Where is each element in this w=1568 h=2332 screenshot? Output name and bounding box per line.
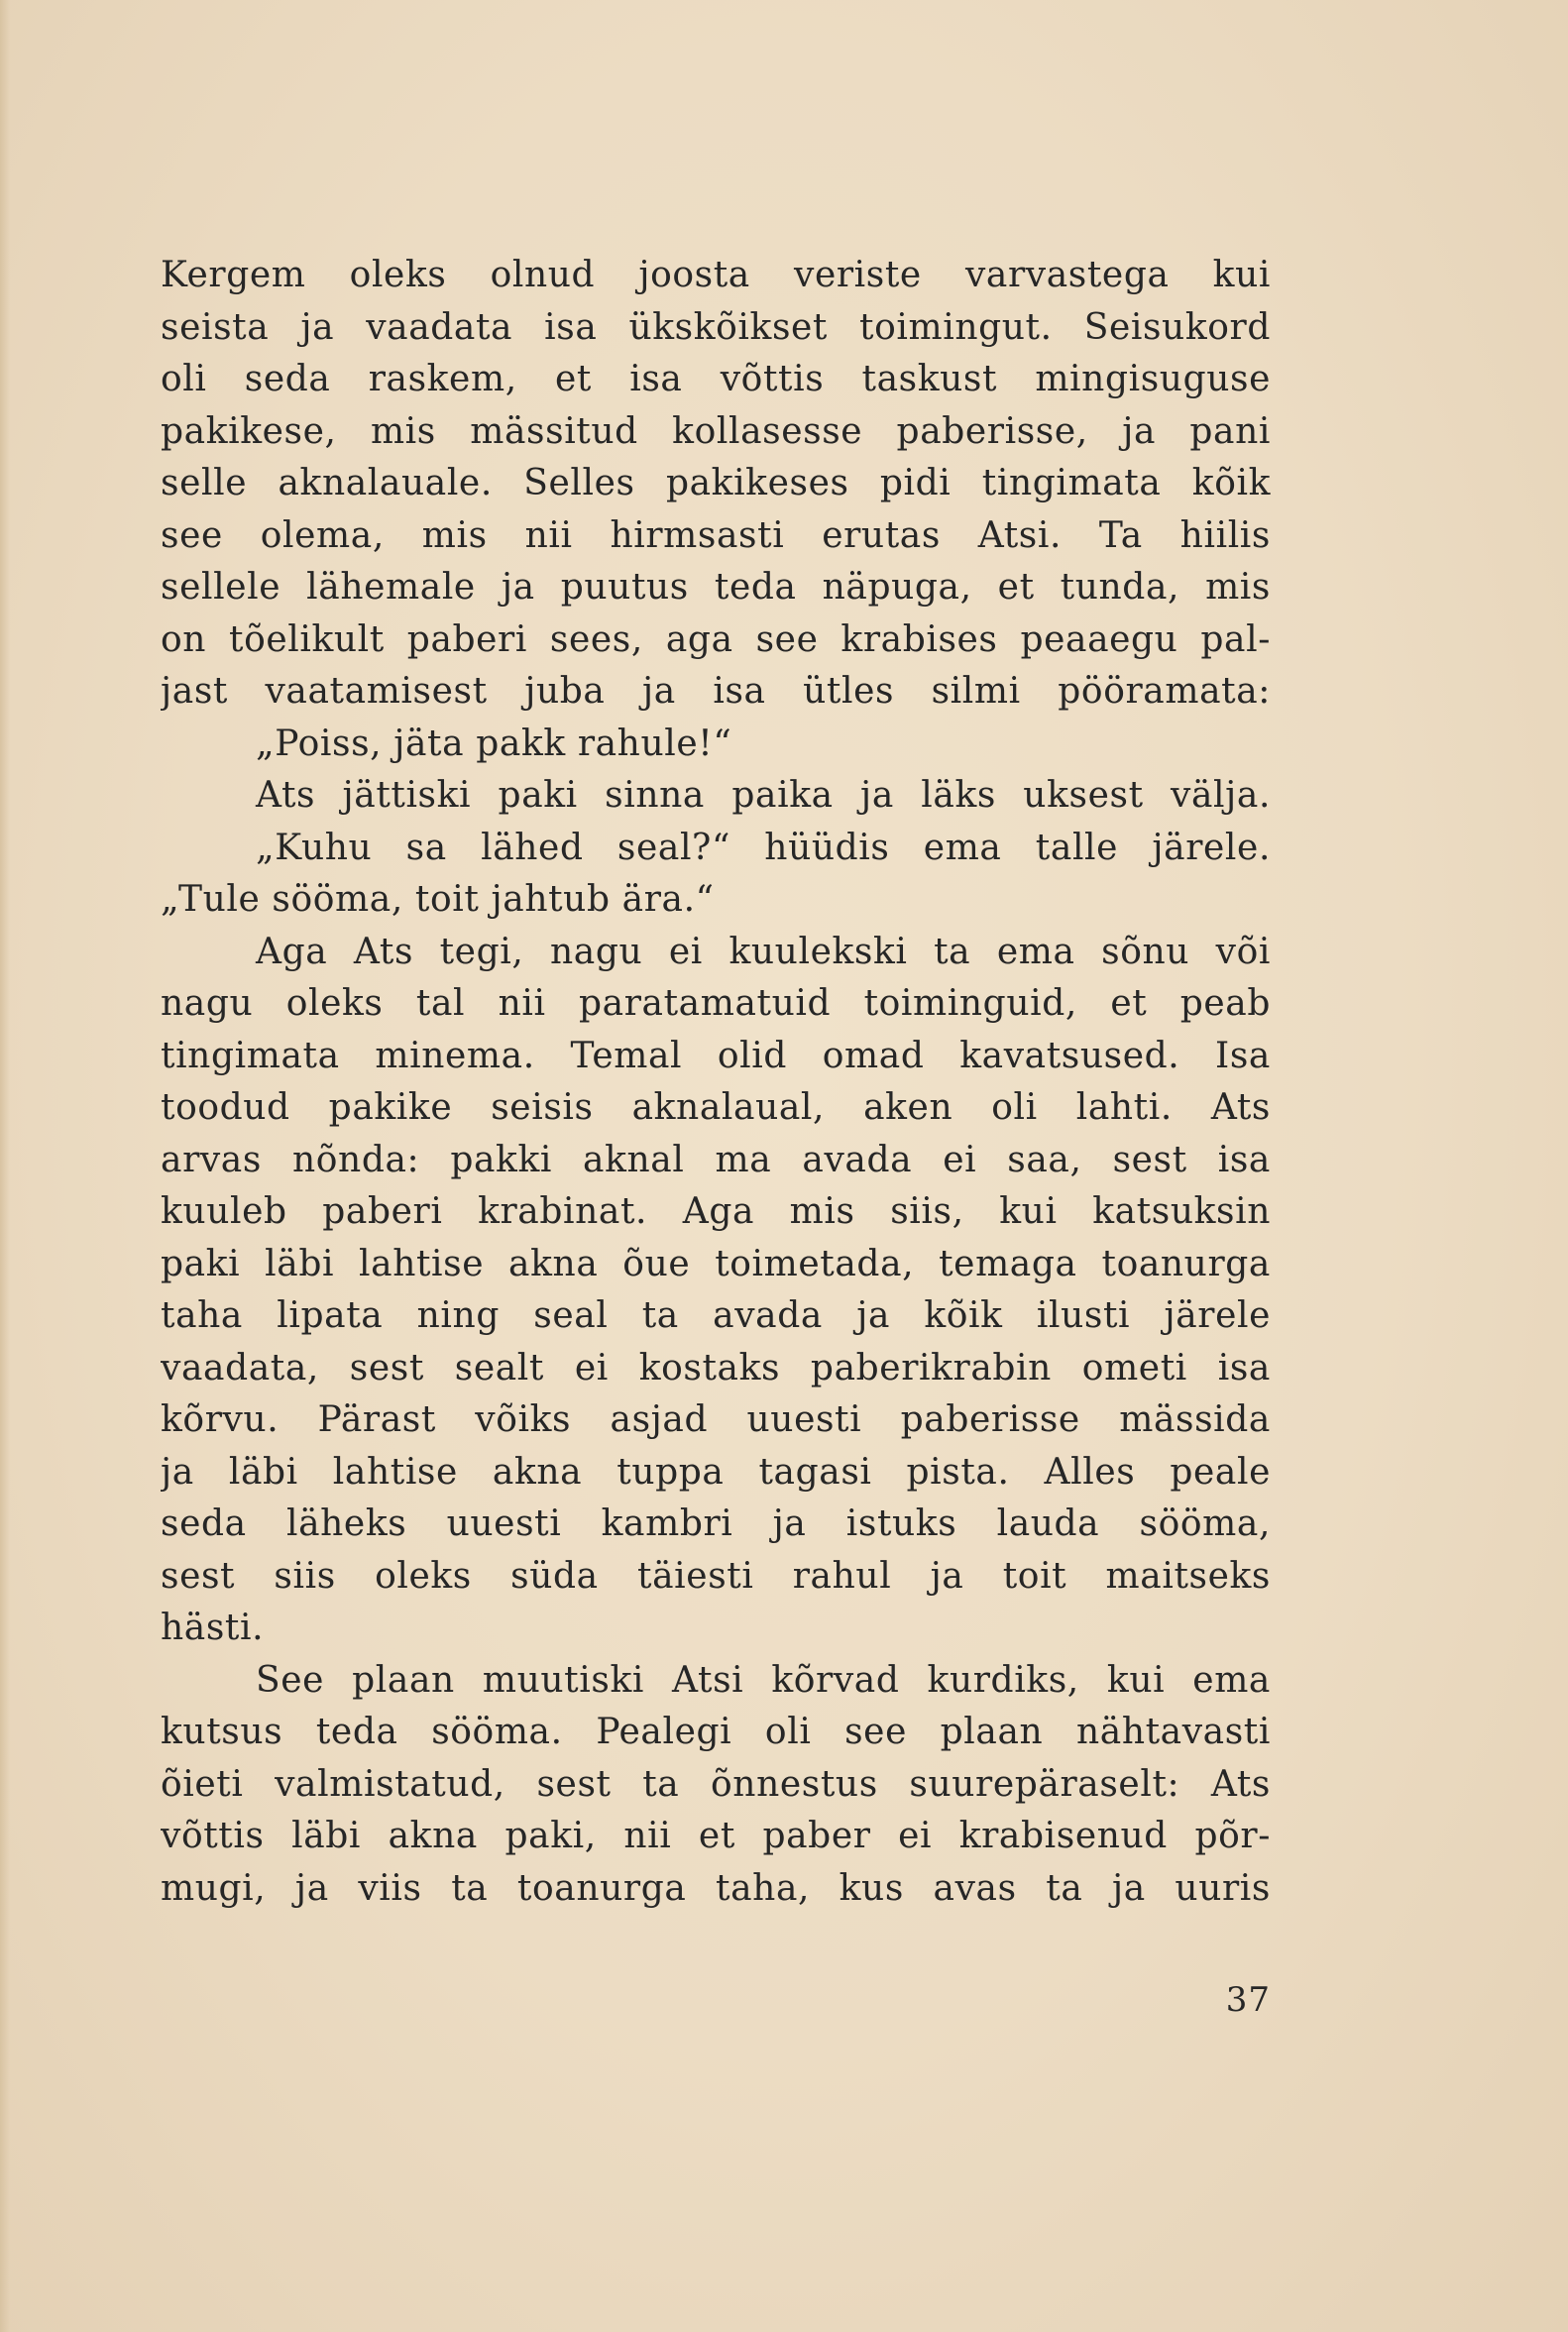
text-line: seda läheks uuesti kambri ja istuks lauda sööma, xyxy=(161,1503,1271,1544)
text-line: tingimata minema. Temal olid omad kavatsused. Isa xyxy=(161,1035,1271,1076)
text-line: ja läbi lahtise akna tuppa tagasi pista. Alles peale xyxy=(161,1451,1271,1493)
text-line: vaadata, sest sealt ei kostaks paberikrabin ometi isa xyxy=(161,1347,1271,1388)
text-line: toodud pakike seisis aknalaual, aken oli lahti. Ats xyxy=(161,1087,1271,1128)
text-line: nagu oleks tal nii paratamatuid toiminguid, et peab xyxy=(161,983,1271,1024)
page-edge-shadow xyxy=(0,0,10,2332)
text-line: Kergem oleks olnud joosta veriste varvastega kui xyxy=(161,255,1271,295)
text-line: on tõelikult paberi sees, aga see krabises peaaegu pal- xyxy=(161,618,1271,660)
text-line: Aga Ats tegi, nagu ei kuulekski ta ema sõnu või xyxy=(256,931,1271,972)
text-line: kutsus teda sööma. Pealegi oli see plaan nähtavasti xyxy=(161,1712,1271,1752)
text-line: õieti valmistatud, sest ta õnnestus suurepäraselt: Ats xyxy=(161,1763,1271,1805)
body-text xyxy=(161,250,1271,1915)
text-line: sest siis oleks süda täiesti rahul ja toit maitseks xyxy=(161,1555,1271,1597)
text-line: „Poiss, jäta pakk rahule!“ xyxy=(256,722,732,764)
text-line: kuuleb paberi krabinat. Aga mis siis, kui katsuksin xyxy=(161,1191,1271,1232)
text-line: mugi, ja viis ta toanurga taha, kus avas ta ja uuris xyxy=(161,1867,1271,1909)
text-line: selle aknalauale. Selles pakikeses pidi tingimata kõik xyxy=(161,463,1271,503)
text-line: see olema, mis nii hirmsasti erutas Atsi. Ta hiilis xyxy=(161,514,1271,556)
text-line: paki läbi lahtise akna õue toimetada, temaga toanurga xyxy=(161,1243,1271,1284)
text-line: „Tule sööma, toit jahtub ära.“ xyxy=(161,879,715,920)
text-line: hästi. xyxy=(161,1608,265,1648)
text-line: kõrvu. Pärast võiks asjad uuesti paberisse mässida xyxy=(161,1399,1271,1440)
text-line: „Kuhu sa lähed seal?“ hüüdis ema talle järele. xyxy=(256,827,1271,868)
text-line: Ats jättiski paki sinna paika ja läks uksest välja. xyxy=(256,775,1271,816)
text-line: arvas nõnda: pakki aknal ma avada ei saa, sest isa xyxy=(161,1139,1271,1180)
text-line: taha lipata ning seal ta avada ja kõik ilusti järele xyxy=(161,1295,1271,1336)
text-line: See plaan muutiski Atsi kõrvad kurdiks, kui ema xyxy=(256,1659,1271,1701)
text-line: oli seda raskem, et isa võttis taskust mingisuguse xyxy=(161,359,1271,399)
text-line: jast vaatamisest juba ja isa ütles silmi pööramata: xyxy=(161,671,1271,712)
text-line: sellele lähemale ja puutus teda näpuga, et tunda, mis xyxy=(161,567,1271,608)
text-line: võttis läbi akna paki, nii et paber ei krabisenud põr- xyxy=(161,1816,1271,1856)
text-line: pakikese, mis mässitud kollasesse paberisse, ja pani xyxy=(161,410,1271,452)
page-number: 37 xyxy=(1225,1980,1271,2020)
text-line: seista ja vaadata isa ükskõikset toimingut. Seisukord xyxy=(161,306,1271,348)
